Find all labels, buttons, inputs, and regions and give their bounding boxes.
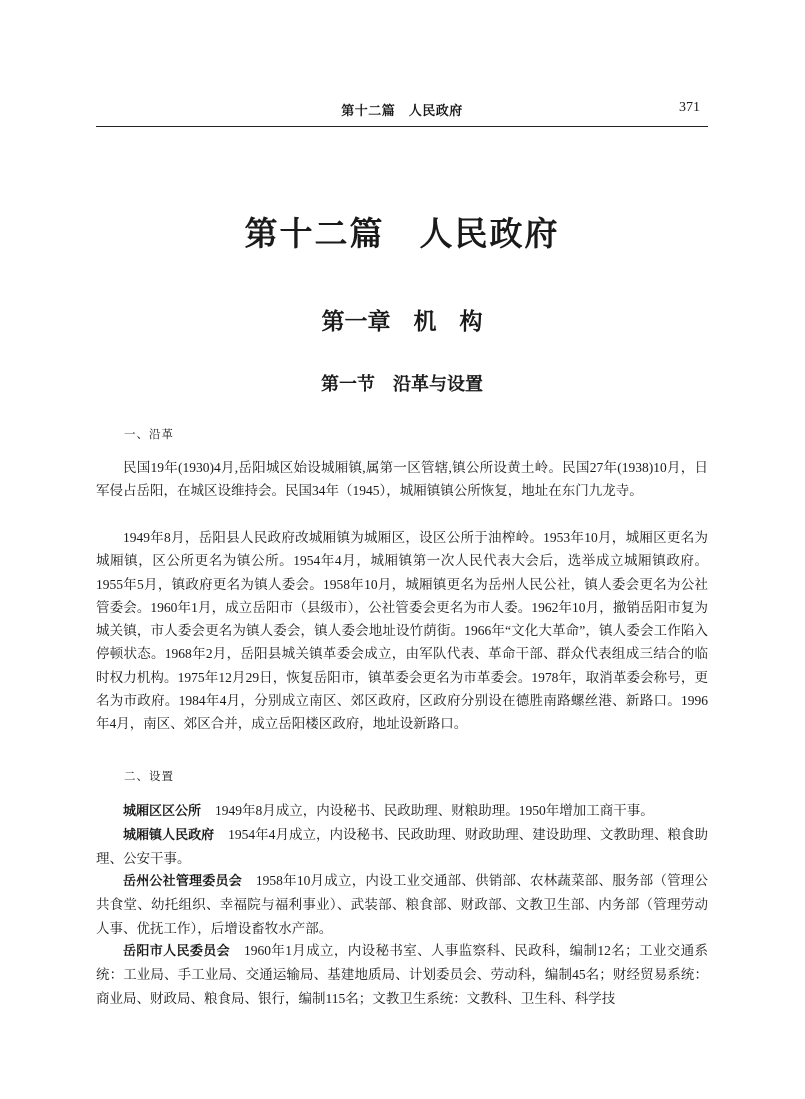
running-header (96, 100, 708, 122)
chapter-title: 第一章 机 构 (321, 308, 483, 335)
subsection-heading: 一、沿革 (124, 427, 174, 441)
running-title: 第十二篇 人民政府 (341, 104, 463, 119)
entry-paragraph (96, 799, 708, 823)
paragraph: 1949年8月，岳阳县人民政府改城厢镇为城厢区，设区公所于油榨岭。1953年10月，城厢区更名为城厢镇，区公所更名为镇公所。1954年4月，城厢镇第一次人民代表大会后，选举成立城厢镇政府。1955年5月，镇政府更名为镇人委会。1958年10月，城厢镇更名为岳州人民公社，镇人委会更名为公社管委会。1960年1月，成立岳阳市（县级市），公社管委会更名为市人委。1962年10月，撤销岳阳市复为城关镇，市人委会更名为镇人委会，镇人委会地址设竹荫街。1966年“文化大革命”，镇人委会工作陷入停顿状态。1968年2月，岳阳县城关镇革委会成立，由军队代表、革命干部、群众代表组成三结合的临时权力机构。1975年12月29日，恢复岳阳市，镇革委会更名为市革委会。1978年，取消革委会称号，更名为市政府。1984年4月，分别成立南区、郊区政府，区政府分别设在德胜南路螺丝港、新路口。1996年4月，南区、郊区合并，成立岳阳楼区政府，地址设新路口。 (96, 530, 708, 732)
entry-name: 岳州公社管理委员会 (123, 874, 242, 889)
paragraph: 民国19年(1930)4月,岳阳城区始设城厢镇,属第一区管辖,镇公所设黄土岭。民国27年(1938)10月，日军侵占岳阳，在城区设维持会。民国34年（1945），城厢镇镇公所恢复，地址在东门九龙寺。 (96, 460, 708, 499)
entry-text: 1958年10月成立，内设工业交通部、供销部、农林蔬菜部、服务部（管理公共食堂、幼托组织、幸福院与福利事业）、武装部、粮食部、财政部、文教卫生部、内务部（管理劳动人事、优抚工作），后增设畜牧水产部。 (96, 873, 708, 936)
part-title: 第十二篇 人民政府 (244, 214, 560, 253)
page-number: 371 (679, 100, 700, 115)
entry-text: 1954年4月成立，内设秘书、民政助理、财政助理、建设助理、文教助理、粮食助理、公安干事。 (96, 827, 708, 867)
entry-paragraph (96, 939, 708, 1010)
entry-text: 1960年1月成立，内设秘书室、人事监察科、民政科，编制12名；工业交通系统：工业局、手工业局、交通运输局、基建地质局、计划委员会、劳动科，编制45名；财经贸易系统：商业局、财政局、粮食局、银行，编制115名；文教卫生系统：文教科、卫生科、科学技 (96, 943, 708, 1006)
entry-name: 城厢区区公所 (123, 804, 202, 819)
section-title: 第一节 沿革与设置 (321, 374, 483, 395)
entry-paragraph (96, 823, 708, 871)
entry-name: 城厢镇人民政府 (123, 828, 215, 843)
header-rule (96, 126, 708, 127)
subsection-heading: 二、设置 (124, 769, 174, 783)
entry-paragraph (96, 869, 708, 940)
entry-text: 1949年8月成立，内设秘书、民政助理、财粮助理。1950年增加工商干事。 (215, 803, 654, 818)
entry-name: 岳阳市人民委员会 (123, 944, 230, 959)
